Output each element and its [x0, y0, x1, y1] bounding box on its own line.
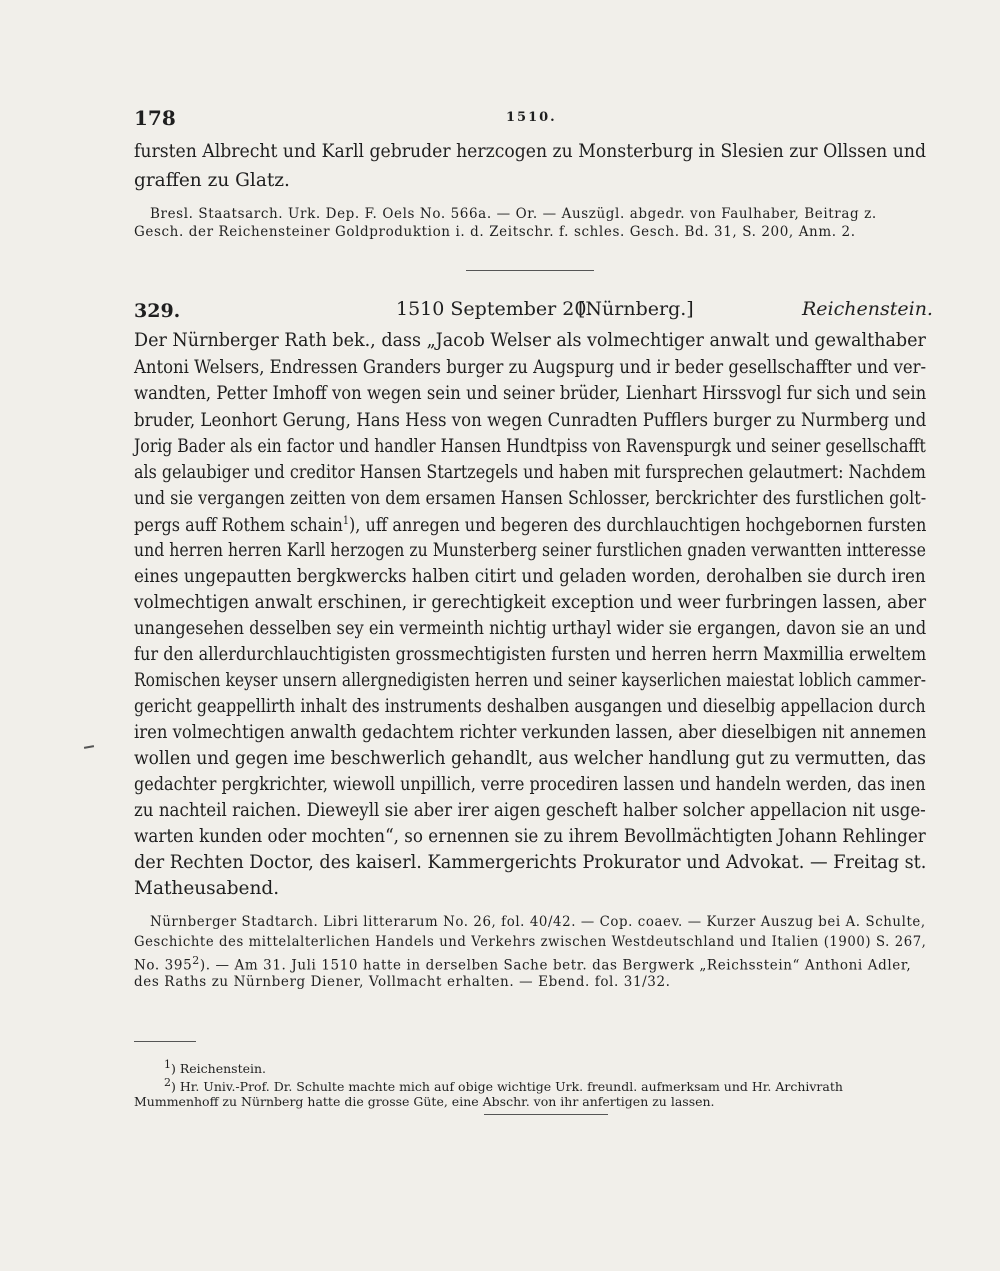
text-line: wollen und gegen ime beschwerlich gehandlt, aus welcher handlung gut zu vermutten, das — [134, 748, 926, 769]
footnote — [164, 1076, 843, 1094]
text-line: und herren herren Karll herzogen zu Munsterberg seiner furstlichen gnaden verwantten intteresse — [134, 540, 926, 561]
document-subject: Reichenstein. — [802, 298, 933, 320]
text-line: fur den allerdurchlauchtigisten grossmechtigisten fursten und herren herrn Maxmillia erweltem — [134, 644, 927, 665]
text-segment: pergs auff Rothem schain — [134, 515, 343, 537]
text-line: iren volmechtigen anwalth gedachtem richter verkunden lassen, aber dieselbigen nit annemen — [134, 722, 927, 743]
source-note-line: Nürnberger Stadtarch. Libri litterarum No. 26, fol. 40/42. — Cop. coaev. — Kurzer Auszug bei A. Schulte, — [150, 914, 926, 930]
footnote-text: ) Reichenstein. — [171, 1061, 267, 1077]
footnote-text: ) Hr. Univ.-Prof. Dr. Schulte machte mich auf obige wichtige Urk. freundl. aufmerksam und Hr. Archivrath — [171, 1079, 843, 1095]
text-line: eines ungepautten bergkwercks halben citirt und geladen worden, derohalben sie durch iren — [134, 566, 926, 587]
source-note-line: des Raths zu Nürnberg Diener, Vollmacht erhalten. — Ebend. fol. 31/32. — [134, 974, 671, 990]
running-head-year: 1510. — [506, 110, 557, 125]
archival-note-line: Gesch. der Reichensteiner Goldproduktion i. d. Zeitschr. f. schles. Gesch. Bd. 31, S. 200, Anm. 2. — [134, 224, 856, 240]
page-end-divider — [484, 1114, 608, 1115]
text-line: als gelaubiger und creditor Hansen Startzegels und haben mit fursprechen gelautmert: Nachdem — [134, 462, 926, 483]
source-note-line: Geschichte des mittelalterlichen Handels und Verkehrs zwischen Westdeutschland und Italien (1900) S. 267, — [134, 934, 927, 950]
text-line: unangesehen desselben sey ein vermeinth nichtig urthayl wider sie ergangen, davon sie an und — [134, 618, 927, 639]
margin-mark — [84, 745, 94, 749]
text-line: Antoni Welsers, Endressen Granders burger zu Augspurg und ir beder gesellschaffter und ver- — [134, 357, 927, 378]
footnote-divider — [134, 1041, 196, 1042]
text-line: volmechtigen anwalt erschinen, ir gerechtigkeit exception und weer furbringen lassen, aber — [134, 592, 927, 613]
text-line — [134, 514, 926, 536]
footnote-ref: 1 — [342, 514, 349, 527]
footnote-mark: 2 — [164, 1076, 171, 1089]
text-line: Der Nürnberger Rath bek., dass „Jacob Welser als volmechtiger anwalt und gewalthaber — [134, 330, 926, 351]
archival-note-line: Bresl. Staatsarch. Urk. Dep. F. Oels No. 566a. — Or. — Auszügl. abgedr. von Faulhaber, Beitrag z. — [150, 206, 877, 222]
footnote — [164, 1058, 266, 1076]
footnote-ref: 2 — [192, 954, 200, 967]
text-line: Romischen keyser unsern allergnedigisten herren und seiner kayserlichen maiestat loblich cammer- — [134, 670, 927, 691]
text-line: und sie vergangen zeitten von dem ersamen Hansen Schlosser, berckrichter des furstlichen golt- — [134, 488, 927, 509]
text-segment: ), uff anregen und begeren des durchlauchtigen hochgebornen fursten — [348, 515, 927, 537]
text-line: Jorig Bader als ein factor und handler Hansen Hundtpiss von Ravenspurgk und seiner gesellschafft — [134, 436, 926, 457]
text-line: fursten Albrecht und Karll gebruder herzcogen zu Monsterburg in Slesien zur Ollssen und — [134, 141, 927, 162]
footnote: Mummenhoff zu Nürnberg hatte die grosse Güte, eine Abschr. von ihr anfertigen zu lassen. — [134, 1094, 715, 1109]
text-line: gedachter pergkrichter, wiewoll unpillich, verre procediren lassen und handeln werden, das inen — [134, 774, 926, 795]
text-line: zu nachteil raichen. Dieweyll sie aber irer aigen gescheft halber solcher appellacion nit usge- — [134, 800, 926, 821]
text-line: wandten, Petter Imhoff von wegen sein und seiner brüder, Lienhart Hirssvogl fur sich und sein — [134, 383, 927, 404]
footnote-mark: 1 — [164, 1058, 171, 1071]
page-number: 178 — [134, 106, 176, 130]
text-segment: No. 395 — [134, 957, 193, 974]
text-line: bruder, Leonhort Gerung, Hans Hess von wegen Cunradten Pufflers burger zu Nurmberg und — [134, 410, 927, 431]
text-segment: ). — Am 31. Juli 1510 hatte in derselben Sache betr. das Bergwerk „Reichsstein“ Anthoni Adler, — [199, 957, 912, 974]
text-line: gericht geappellirth inhalt des instruments deshalben ausgangen und dieselbig appellacion durch — [134, 696, 926, 717]
document-number: 329. — [134, 300, 181, 322]
document-place: [Nürnberg.] — [578, 298, 694, 320]
text-line: der Rechten Doctor, des kaiserl. Kammergerichts Prokurator und Advokat. — Freitag st. — [134, 852, 927, 873]
text-line: warten kunden oder mochten“, so ernennen sie zu ihrem Bevollmächtigten Johann Rehlinger — [134, 826, 926, 847]
document-date: 1510 September 20. — [396, 298, 593, 320]
source-note-line — [134, 954, 911, 974]
text-line: graffen zu Glatz. — [134, 170, 290, 191]
text-line: Matheusabend. — [134, 878, 280, 899]
section-divider — [466, 270, 594, 271]
